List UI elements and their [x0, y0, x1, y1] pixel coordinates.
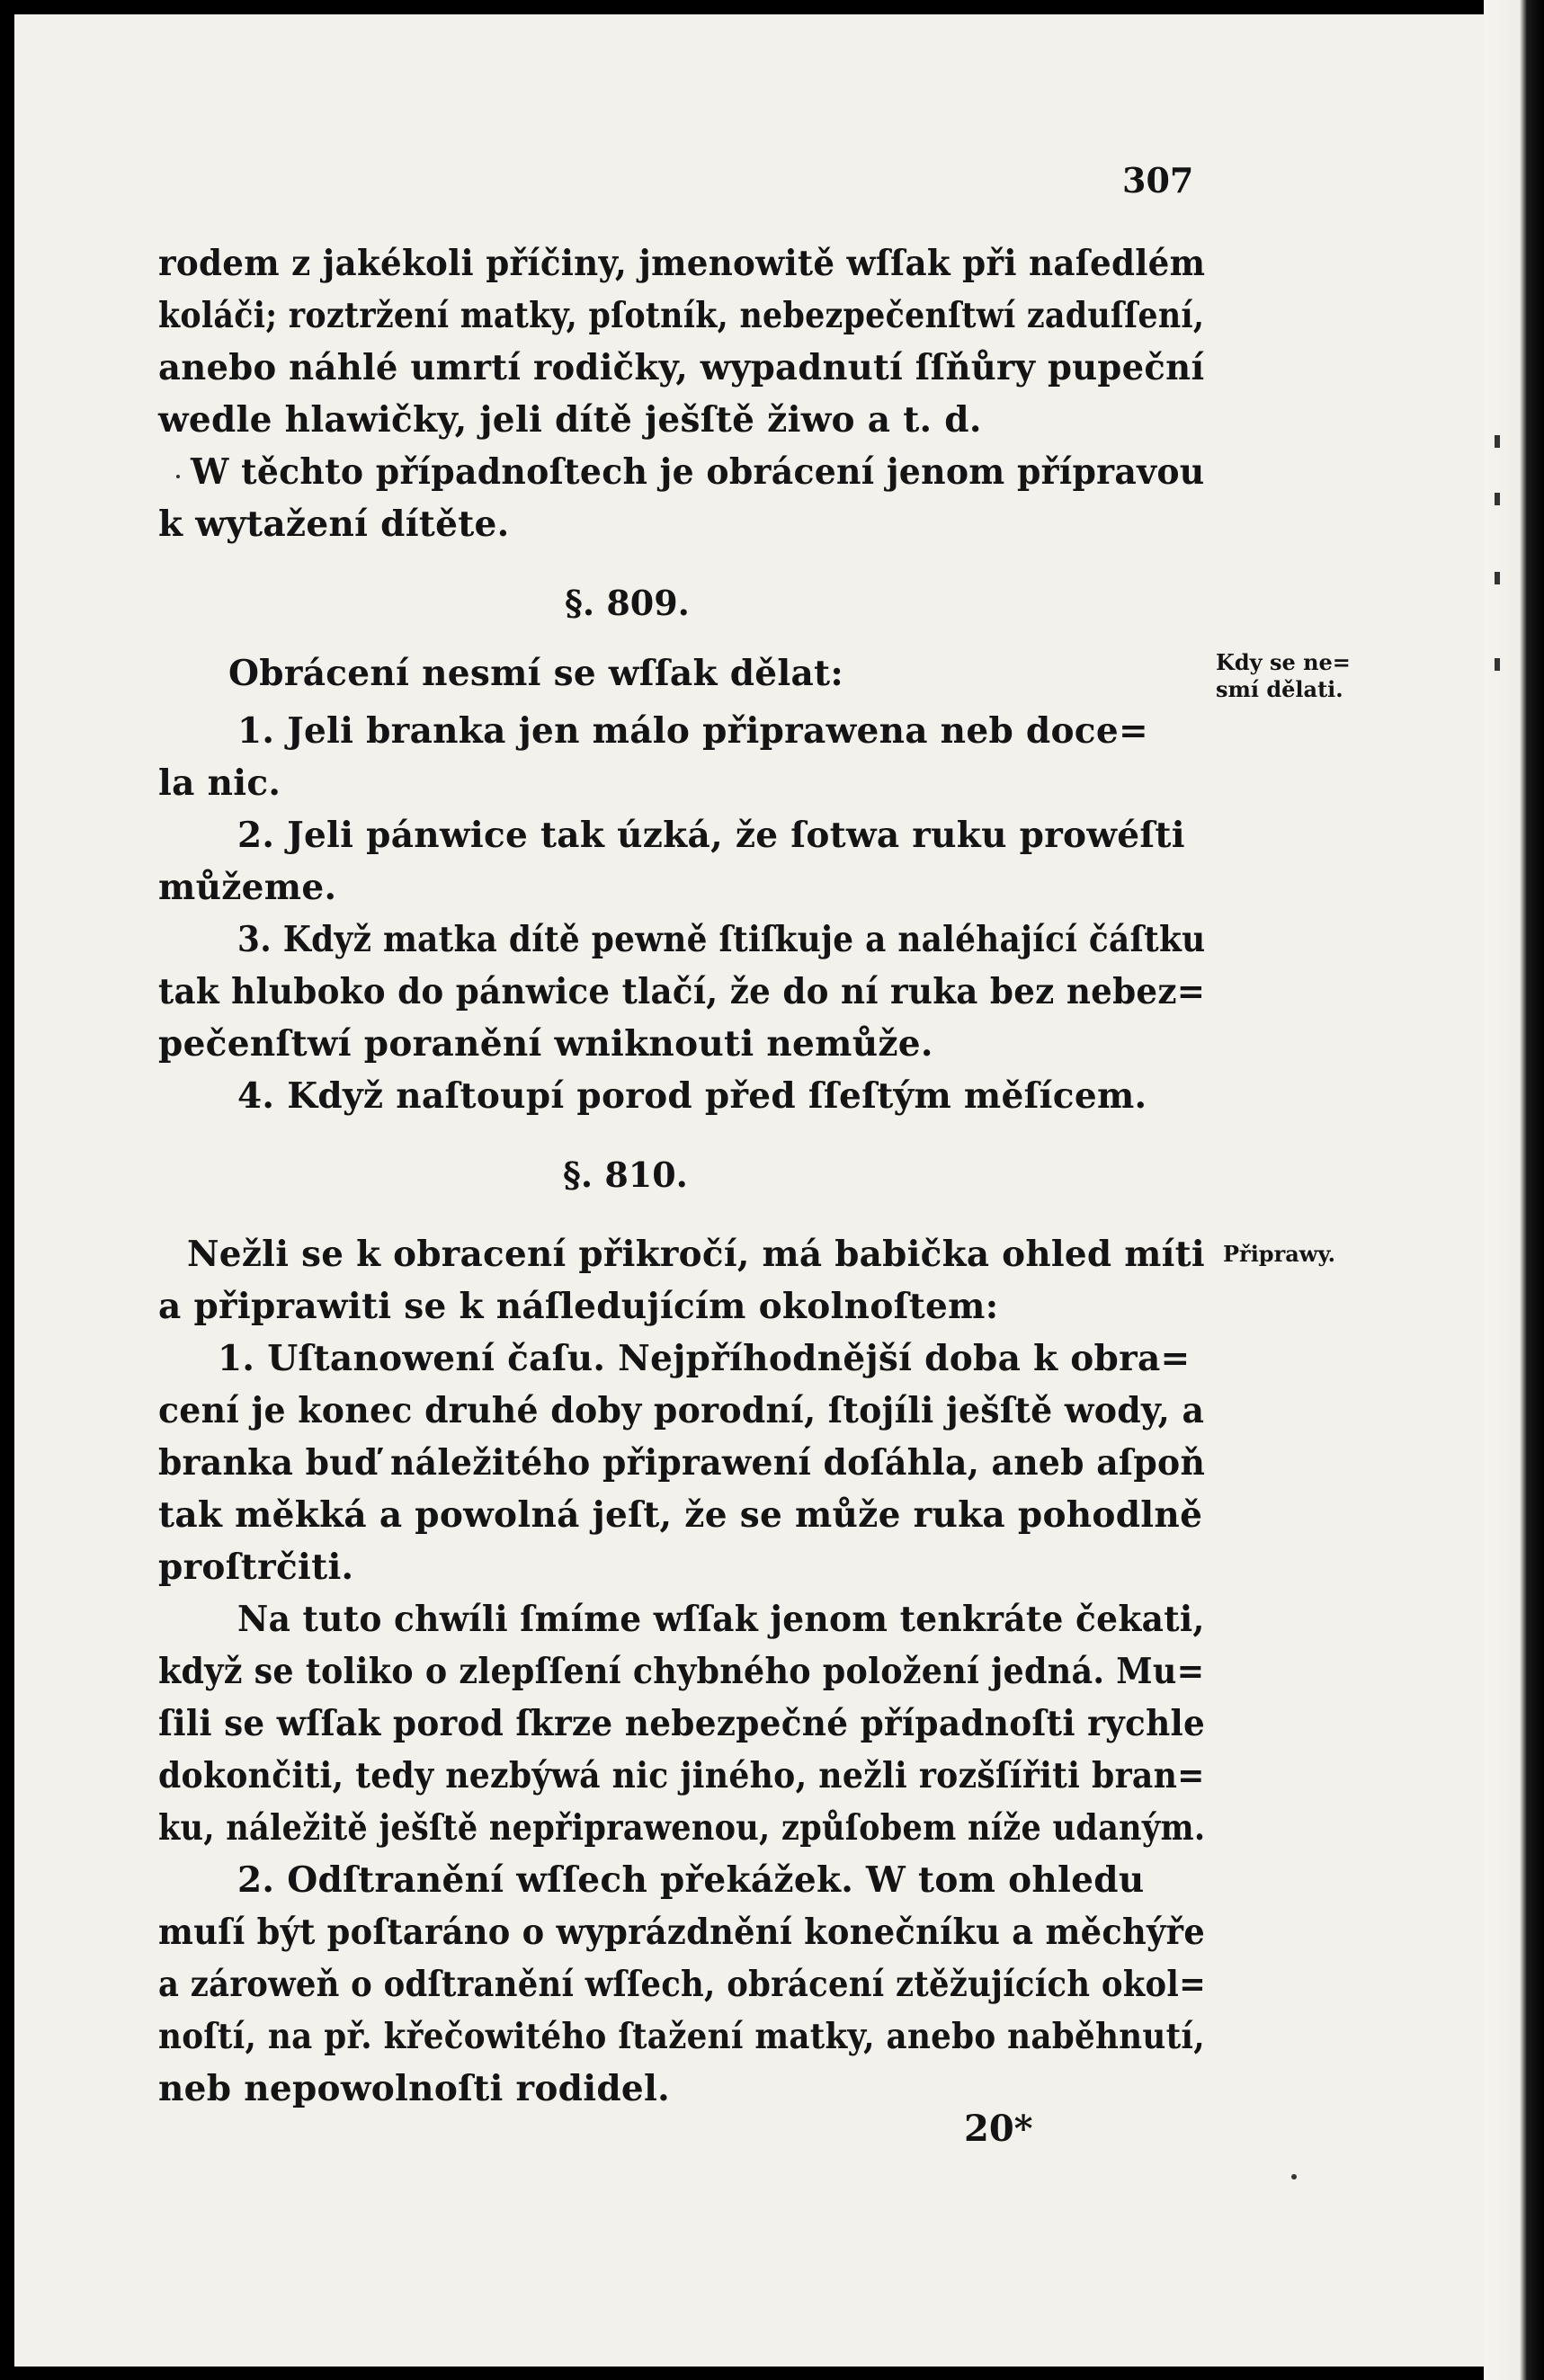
- text-line: neb nepowolnoſti rodidel.: [158, 2068, 671, 2109]
- margin-note: Připrawy.: [1223, 1241, 1335, 1267]
- text-line: la nic.: [158, 762, 281, 804]
- text-line: W těchto případnoſtech je obrácení jenom přípravou: [191, 451, 1205, 493]
- text-line: koláči; roztržení matky, pſotník, nebezpečenſtwí zaduſſení,: [158, 295, 1205, 336]
- text-line: noſtí, na př. křečowitého ſtažení matky, anebo naběhnutí,: [158, 2016, 1205, 2057]
- text-line: anebo náhlé umrtí rodičky, wypadnutí ſſňůry pupeční: [158, 347, 1205, 388]
- text-line: rodem z jakékoli příčiny, jmenowitě wſſak při naſedlém: [158, 243, 1206, 284]
- margin-note-line: Kdy se ne=: [1216, 649, 1351, 675]
- signature-mark: 20*: [964, 2108, 1033, 2150]
- edge-mark: [1495, 435, 1500, 448]
- text-line: branka buď náležitého připrawení doſáhla, aneb aſpoň: [158, 1442, 1206, 1484]
- text-line: ku, náležitě ješſtě nepřiprawenou, způſobem níže udaným.: [158, 1807, 1206, 1849]
- text-line: Nežli se k obracení přikročí, má babička ohled míti: [187, 1234, 1205, 1275]
- facing-page-edge: [1484, 0, 1544, 2380]
- text-line: a zároweň o odſtranění wſſech, obrácení ztěžujících okol=: [158, 1964, 1206, 2005]
- text-line: a připrawiti se k náſledujícím okolnoſtem:: [158, 1286, 999, 1327]
- text-line: 3. Když matka dítě pewně ſtiſkuje a naléhající čáſtku: [237, 919, 1206, 960]
- text-line: 1. Uſtanowení čaſu. Nejpříhodnější doba k obra=: [218, 1338, 1191, 1379]
- text-line: tak měkká a powolná jeſt, že se může ruka pohodlně: [158, 1494, 1203, 1536]
- text-line: pečenſtwí poranění wniknouti nemůže.: [158, 1023, 933, 1065]
- text-line: 1. Jeli branka jen málo připrawena neb doce=: [237, 710, 1148, 752]
- section-heading: §. 810.: [563, 1154, 688, 1195]
- text-line: dokončiti, tedy nezbýwá nic jiného, nežli rozšſířiti bran=: [158, 1755, 1205, 1796]
- margin-note: [1216, 649, 1351, 703]
- text-line: když se toliko o zlepſſení chybného položení jedná. Mu=: [158, 1651, 1205, 1692]
- text-line: můžeme.: [158, 867, 337, 908]
- text-line: Obrácení nesmí se wſſak dělat:: [228, 653, 844, 694]
- edge-mark: [1495, 493, 1500, 505]
- text-line: proſtrčiti.: [158, 1547, 354, 1588]
- text-line: tak hluboko do pánwice tlačí, že do ní ruka bez nebez=: [158, 971, 1206, 1012]
- text-line: 4. Když naſtoupí porod před ſſeſtým měſícem.: [237, 1075, 1147, 1117]
- text-line: muſí být poſtaráno o wyprázdnění konečníku a měchýře: [158, 1912, 1206, 1953]
- edge-mark: [1495, 572, 1500, 584]
- text-line: Na tuto chwíli ſmíme wſſak jenom tenkráte čekati,: [237, 1599, 1205, 1640]
- text-line: wedle hlawičky, jeli dítě ješſtě žiwo a t. d.: [158, 399, 982, 441]
- text-line: ſili se wſſak porod ſkrze nebezpečné případnoſti rychle: [158, 1703, 1206, 1744]
- margin-note-line: smí dělati.: [1216, 676, 1343, 702]
- text-line: k wytažení dítěte.: [158, 504, 510, 545]
- edge-mark: [1495, 658, 1500, 671]
- ink-speck: [176, 475, 180, 478]
- text-line: 2. Odſtranění wſſech překážek. W tom ohledu: [237, 1859, 1145, 1901]
- page-number: 307: [1122, 160, 1194, 201]
- text-line: 2. Jeli pánwice tak úzká, že ſotwa ruku prowéſti: [237, 815, 1185, 856]
- ink-speck: [1291, 2174, 1297, 2179]
- text-line: cení je konec druhé doby porodní, ſtojíli ješſtě wody, a: [158, 1390, 1205, 1431]
- section-heading: §. 809.: [565, 583, 690, 623]
